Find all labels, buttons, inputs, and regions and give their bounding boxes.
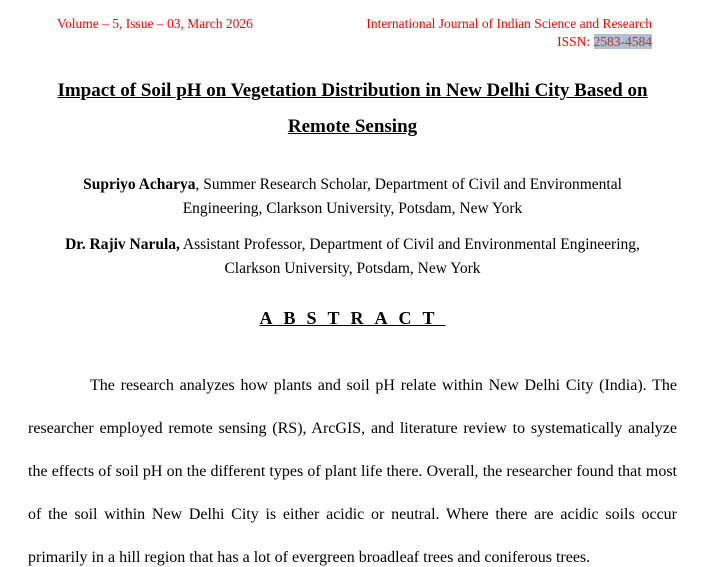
issn-number-highlighted: 2583-4584 xyxy=(593,34,652,49)
volume-issue-line: Volume – 5, Issue – 03, March 2026 xyxy=(57,16,253,31)
paper-title-line2: Remote Sensing xyxy=(287,116,418,137)
author-2-name: Dr. Rajiv Narula, xyxy=(65,236,180,253)
author-1-name: Supriyo Acharya xyxy=(83,176,196,193)
issn-label: ISSN: xyxy=(557,34,594,49)
abstract-paragraph: The research analyzes how plants and soil pH relate within New Delhi City (India). The researcher employed remote sensing (RS), ArcGIS, and literature review to systematically analyze the effects of soil pH on the different types of plant life there. Overall, the researcher found that most of the soil within New Delhi City is either acidic or neutral. Where there are acidic soils occur primarily in a hill region that has a lot of evergreen broadleaf trees and coniferous trees. xyxy=(28,377,677,566)
author-2-affiliation-part2: Clarkson University, Potsdam, New York xyxy=(224,260,481,277)
authors-section xyxy=(28,173,677,281)
abstract-heading-text: ABSTRACT xyxy=(259,308,446,328)
author-1-affiliation-part1: , Summer Research Scholar, Department of Civil and Environmental xyxy=(195,176,622,193)
paper-title-line1: Impact of Soil pH on Vegetation Distribution in New Delhi City Based on xyxy=(57,80,648,101)
journal-header xyxy=(57,15,652,51)
header-row xyxy=(57,15,652,33)
author-1-line1 xyxy=(28,173,677,197)
author-2-line1 xyxy=(28,233,677,257)
issn-row xyxy=(57,33,652,51)
author-2-affiliation-part1: Assistant Professor, Department of Civil and Environmental Engineering, xyxy=(179,236,640,253)
paper-title xyxy=(0,73,705,145)
abstract-heading xyxy=(0,306,705,330)
author-block-1 xyxy=(28,173,677,221)
author-1-affiliation-part2: Engineering, Clarkson University, Potsdam, New York xyxy=(182,200,523,217)
journal-name: International Journal of Indian Science and Research xyxy=(366,16,652,31)
author-block-2 xyxy=(28,233,677,281)
